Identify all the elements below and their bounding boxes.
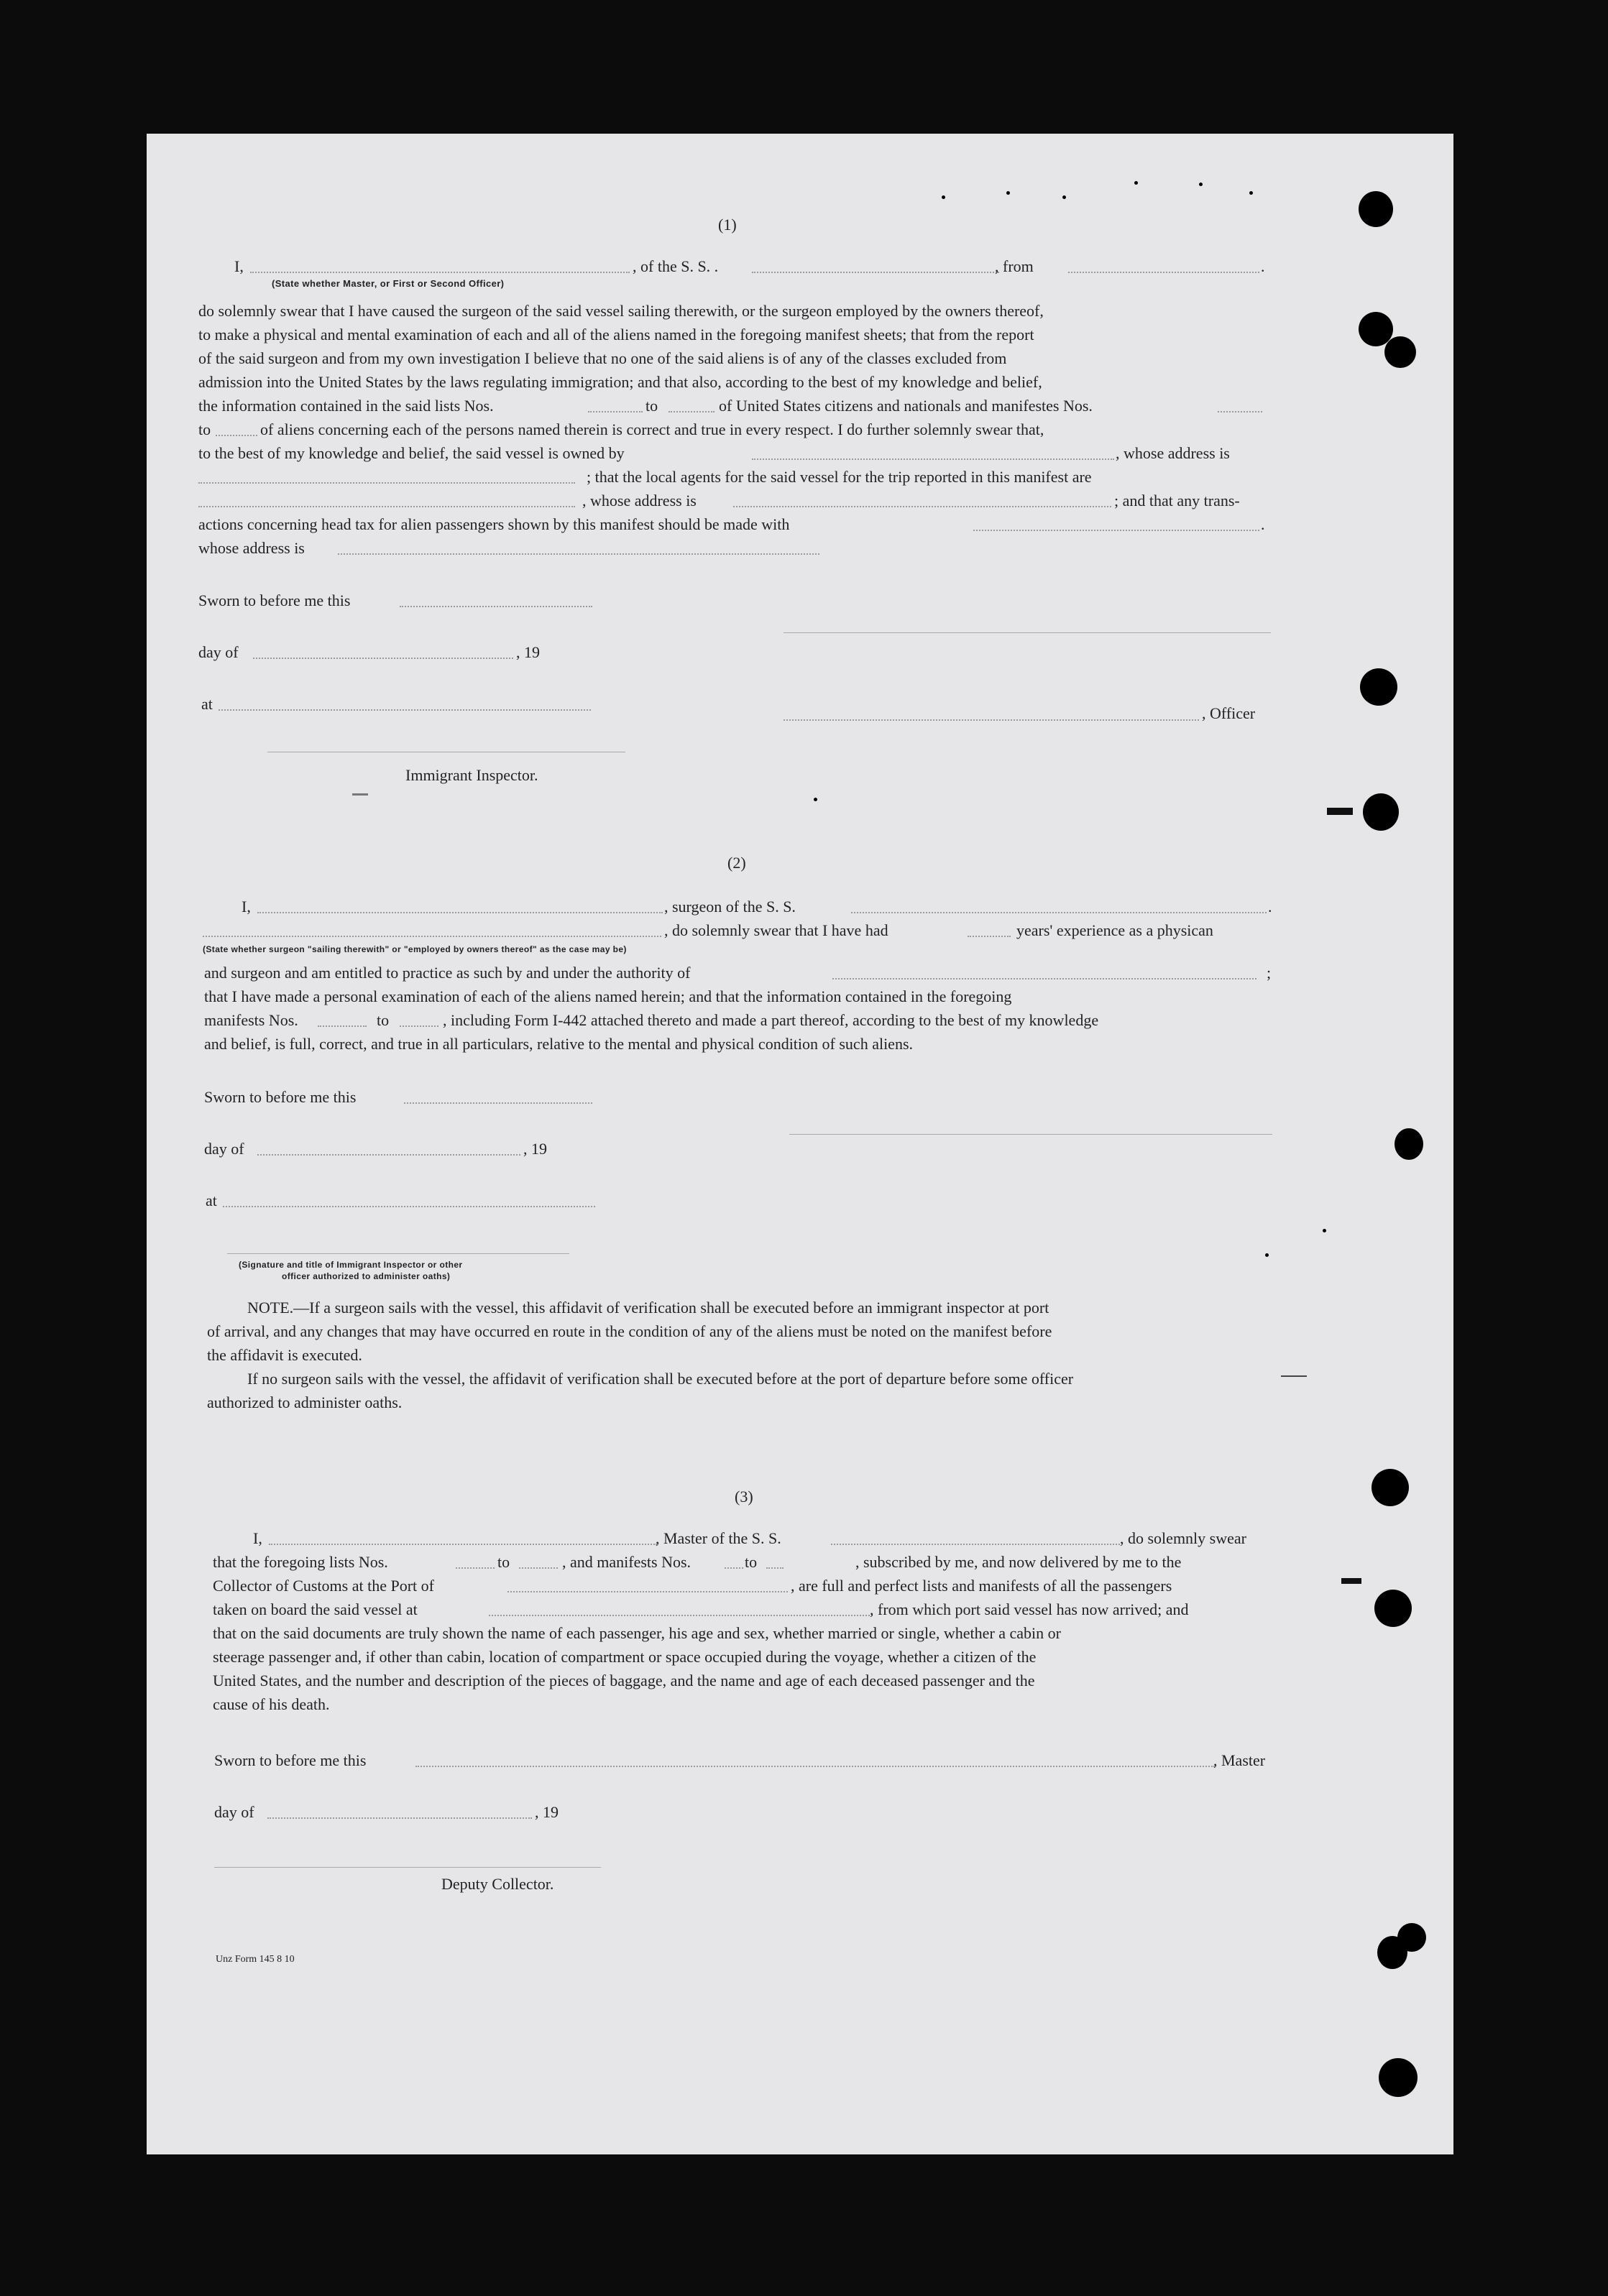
s1-officer-rank-field[interactable] [250, 272, 630, 273]
s2-at: at [206, 1191, 217, 1209]
s2-l5-c: , including Form I-442 attached thereto and made a part thereof, according to the best of my knowledge [443, 1011, 1099, 1029]
s2-sworn: Sworn to before me this [204, 1088, 357, 1106]
s3-manifests-from-field[interactable] [725, 1567, 743, 1569]
s1-at-field[interactable] [219, 709, 591, 711]
s1-l10-b: ; and that any trans- [1114, 492, 1240, 510]
s3-body-line-5: that on the said documents are truly shown the name of each passenger, his age and sex, whether married or single, whether a cabin or [213, 1624, 1061, 1642]
s3-port-field[interactable] [507, 1591, 788, 1592]
s1-manifests-to-field[interactable] [216, 435, 257, 436]
s1-sworn-day-field[interactable] [400, 606, 592, 607]
s3-l1-a: , Master of the S. S. [656, 1529, 781, 1547]
s3-body-line-8: cause of his death. [213, 1695, 330, 1713]
s1-l7-to: to [198, 420, 211, 438]
s3-l2-to-1: to [497, 1553, 510, 1571]
s1-l10-a: , whose address is [582, 492, 697, 510]
s2-l5-a: manifests Nos. [204, 1011, 298, 1029]
s1-agents-field[interactable] [198, 506, 575, 507]
s2-l2-a: , do solemnly swear that I have had [664, 921, 888, 939]
s2-l3-b: ; [1267, 964, 1272, 982]
s3-month-field[interactable] [267, 1817, 532, 1819]
speck [814, 798, 817, 801]
speck [1249, 191, 1253, 195]
s3-master-signature-field[interactable] [415, 1766, 1215, 1767]
s3-lists-from-field[interactable] [456, 1567, 495, 1569]
s1-l12-a: whose address is [198, 539, 305, 557]
s3-master-name-field[interactable] [269, 1544, 657, 1545]
s1-body-line-3: of the said surgeon and from my own investigation I believe that no one of the said aliens is of any of the classes excluded from [198, 349, 1007, 367]
s1-officer-label: , Officer [1202, 704, 1256, 722]
speck [942, 195, 945, 199]
binder-hole-mark [1359, 191, 1393, 227]
s2-l1-a: , surgeon of the S. S. [664, 898, 796, 916]
s1-lists-from-field[interactable] [588, 411, 643, 412]
section-3-heading: (3) [735, 1488, 753, 1506]
s1-at: at [201, 695, 213, 713]
s3-l4-b: , from which port said vessel has now arrived; and [870, 1600, 1189, 1618]
s1-l8-b: , whose address is [1116, 444, 1230, 462]
s1-owner-field[interactable] [752, 458, 1114, 460]
note-line-1: NOTE.—If a surgeon sails with the vessel, this affidavit of verification shall be executed before an immigrant inspector at port [247, 1299, 1049, 1317]
form-number: Unz Form 145 8 10 [216, 1954, 295, 1965]
s1-l7-b: of aliens concerning each of the persons named therein is correct and true in every respect. I do further solemnly swear that, [260, 420, 1044, 438]
s3-boarding-port-field[interactable] [489, 1615, 873, 1616]
s2-sig-note-1: (Signature and title of Immigrant Inspector or other [239, 1260, 463, 1270]
s1-lists-to-field[interactable] [669, 411, 715, 412]
s3-l2-e: , subscribed by me, and now delivered by me to the [855, 1553, 1182, 1571]
s1-officer-name-field[interactable] [784, 719, 1199, 721]
speck [1134, 181, 1138, 185]
s2-month-field[interactable] [257, 1154, 520, 1156]
ink-smudge [1341, 1578, 1361, 1584]
binder-hole-mark [1395, 1128, 1423, 1160]
note-line-5: authorized to administer oaths. [207, 1393, 403, 1411]
s2-manifests-from-field[interactable] [318, 1025, 367, 1027]
speck [1062, 195, 1066, 199]
speck [1323, 1229, 1326, 1232]
binder-hole-mark [1374, 1590, 1412, 1627]
s3-l2-to-2: to [745, 1553, 758, 1571]
s1-i: I, [234, 257, 244, 275]
s2-body-line-4: that I have made a personal examination of each of the aliens named herein; and that the information contained in the foregoing [204, 987, 1012, 1005]
s2-authority-field[interactable] [832, 978, 1256, 979]
s1-month-field[interactable] [253, 658, 513, 659]
s3-l1-b: , do solemnly swear [1120, 1529, 1246, 1547]
speck [352, 793, 368, 796]
s1-l11-a: actions concerning head tax for alien passengers shown by this manifest should be made with [198, 515, 790, 533]
s3-body-line-6: steerage passenger and, if other than cabin, location of compartment or space occupied during the voyage, whether a citizen of the [213, 1648, 1037, 1666]
s3-l3-b: , are full and perfect lists and manifests of all the passengers [791, 1577, 1172, 1595]
s1-l11-b: . [1261, 515, 1265, 533]
s3-body-line-7: United States, and the number and description of the pieces of baggage, and the name and age of each deceased passenger and the [213, 1672, 1035, 1689]
s2-l2-b: years' experience as a physican [1016, 921, 1213, 939]
s2-vessel-field[interactable] [851, 912, 1267, 913]
s3-master-label: , Master [1213, 1751, 1266, 1769]
s2-at-field[interactable] [223, 1206, 595, 1207]
s1-body-line-1: do solemnly swear that I have caused the surgeon of the said vessel sailing therewith, or the surgeon employed by the owners thereof, [198, 302, 1044, 320]
s2-l5-to: to [377, 1011, 390, 1029]
s1-l1-period: . [1261, 257, 1265, 275]
s1-vessel-field[interactable] [752, 272, 999, 273]
s2-surgeon-type-field[interactable] [203, 936, 661, 937]
s2-day-of: day of [204, 1140, 244, 1158]
s1-manifests-from-field[interactable] [1218, 411, 1262, 412]
s1-head-tax-address-field[interactable] [338, 553, 819, 555]
s1-l6-to: to [646, 397, 658, 415]
s3-i: I, [253, 1529, 262, 1547]
binder-hole-mark [1360, 668, 1397, 706]
s2-inspector-line[interactable] [227, 1253, 569, 1254]
s2-surgeon-note: (State whether surgeon "sailing therewith" or "employed by owners thereof" as the case may be) [203, 944, 627, 954]
s3-collector-label: Deputy Collector. [441, 1875, 554, 1893]
s3-manifests-to-field[interactable] [766, 1567, 784, 1569]
s3-day-of: day of [214, 1803, 254, 1821]
s1-l6-c: of United States citizens and nationals and manifestes Nos. [719, 397, 1093, 415]
s3-sworn: Sworn to before me this [214, 1751, 367, 1769]
s2-l1-end: . [1268, 898, 1272, 916]
s3-l4-a: taken on board the said vessel at [213, 1600, 418, 1618]
note-line-3: the affidavit is executed. [207, 1346, 362, 1364]
s3-vessel-field[interactable] [831, 1544, 1120, 1545]
binder-hole-mark [1372, 1469, 1409, 1506]
ink-smudge [1327, 808, 1353, 815]
note-line-2: of arrival, and any changes that may have occurred en route in the condition of any of the aliens must be noted on the manifest before [207, 1322, 1052, 1340]
s1-agents-address-field[interactable] [733, 506, 1111, 507]
s2-sig-note-2: officer authorized to administer oaths) [282, 1271, 451, 1281]
binder-hole-mark [1397, 1923, 1426, 1952]
s1-year: , 19 [516, 643, 540, 661]
s1-sworn: Sworn to before me this [198, 591, 351, 609]
s1-inspector-label: Immigrant Inspector. [405, 766, 538, 784]
section-1-heading: (1) [718, 216, 737, 234]
s3-lists-to-field[interactable] [519, 1567, 558, 1569]
s2-i: I, [242, 898, 251, 916]
binder-hole-mark [1379, 2058, 1418, 2097]
s1-l6-a: the information contained in the said lists Nos. [198, 397, 494, 415]
s1-owner-address-field[interactable] [198, 482, 575, 484]
s2-years-field[interactable] [968, 936, 1011, 937]
s3-l2-a: that the foregoing lists Nos. [213, 1553, 388, 1571]
s1-body-line-2: to make a physical and mental examination of each and all of the aliens named in the foregoing manifest sheets; that from the report [198, 326, 1034, 344]
section-2-heading: (2) [727, 854, 746, 872]
s3-collector-line[interactable] [214, 1867, 601, 1868]
s1-body-line-4: admission into the United States by the laws regulating immigration; and that also, according to the best of my knowledge and belief, [198, 373, 1042, 391]
s1-head-tax-field[interactable] [973, 530, 1259, 531]
s2-sworn-day-field[interactable] [404, 1102, 592, 1104]
s3-year: , 19 [535, 1803, 559, 1821]
s2-body-line-6: and belief, is full, correct, and true in all particulars, relative to the mental and physical condition of such aliens. [204, 1035, 914, 1053]
s1-from: , from [995, 257, 1034, 275]
s2-signature-line[interactable] [789, 1134, 1272, 1135]
s1-rank-note: (State whether Master, or First or Second Officer) [272, 278, 505, 289]
speck [1265, 1253, 1269, 1257]
s1-l9-a: ; that the local agents for the said vessel for the trip reported in this manifest are [587, 468, 1092, 486]
s2-surgeon-name-field[interactable] [257, 912, 663, 913]
s1-day-of: day of [198, 643, 239, 661]
speck [1199, 183, 1203, 186]
binder-hole-mark [1384, 336, 1416, 368]
s1-signature-line[interactable] [784, 632, 1271, 633]
s1-l8-a: to the best of my knowledge and belief, the said vessel is owned by [198, 444, 625, 462]
note-line-4: If no surgeon sails with the vessel, the affidavit of verification shall be executed before at the port of departure before some officer [247, 1370, 1074, 1388]
s1-from-port-field[interactable] [1068, 272, 1259, 273]
speck [1281, 1375, 1307, 1377]
binder-hole-mark [1363, 793, 1399, 831]
speck [1006, 191, 1010, 195]
s2-manifests-to-field[interactable] [400, 1025, 438, 1027]
s2-year: , 19 [523, 1140, 547, 1158]
s2-l3-a: and surgeon and am entitled to practice as such by and under the authority of [204, 964, 691, 982]
s1-of-ss: , of the S. S. . [633, 257, 719, 275]
s3-l3-a: Collector of Customs at the Port of [213, 1577, 434, 1595]
s3-l2-c: , and manifests Nos. [562, 1553, 692, 1571]
